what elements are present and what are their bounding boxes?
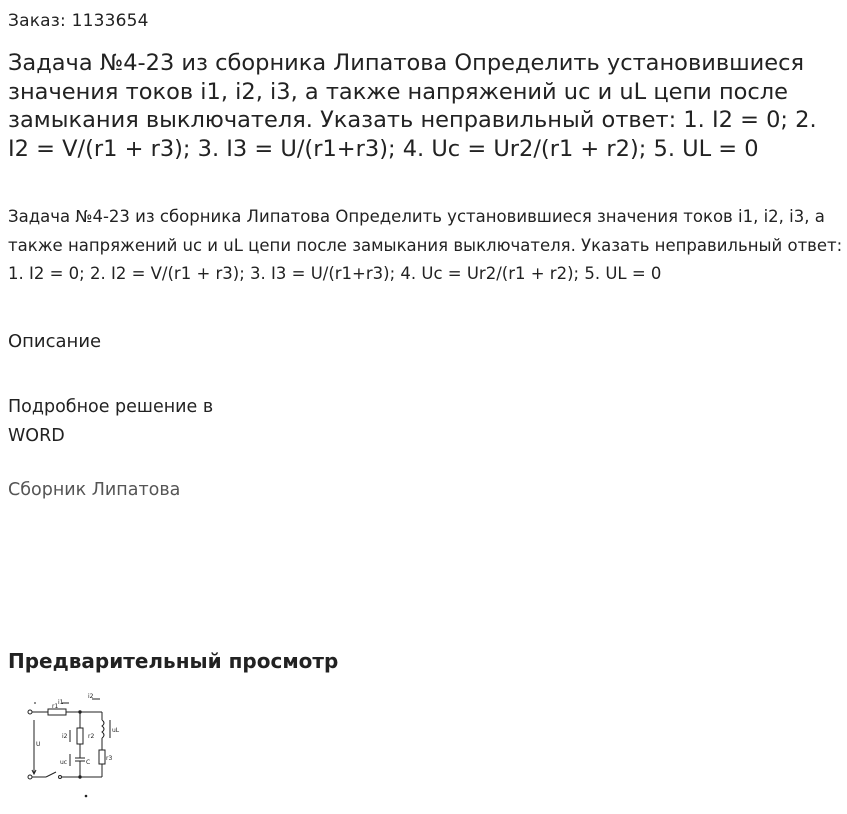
task-description: Задача №4-23 из сборника Липатова Определить установившиеся значения токов i1, i2, i3, а также напряжений uc и uL цепи после замыкания выключателя. Указать неправильный ответ: 1. I2 = 0; 2. I2 = V/(r1 + r3); 3. I3 = U/(r1+r3); 4. Uc = Ur2/(r1 + r2); 5. UL = 0 xyxy=(8,207,843,283)
terminal-top xyxy=(28,710,32,714)
switch xyxy=(46,772,56,777)
svg-text:r2: r2 xyxy=(88,733,95,740)
svg-text:r1: r1 xyxy=(52,703,59,710)
svg-text:i2: i2 xyxy=(62,733,68,740)
svg-text:uc: uc xyxy=(60,759,68,766)
resistor-r2 xyxy=(77,728,83,744)
svg-text:r3: r3 xyxy=(106,755,113,762)
circuit-schematic-thumbnail[interactable] xyxy=(22,690,134,798)
inductor-L xyxy=(102,720,104,738)
svg-text:uL: uL xyxy=(112,727,120,734)
description-heading: Описание xyxy=(8,331,102,352)
svg-text:i1: i1 xyxy=(58,699,64,706)
svg-text:U: U xyxy=(36,741,41,748)
solution-format: Подробное решение в WORD xyxy=(8,397,214,446)
resistor-r3 xyxy=(99,750,105,764)
collection-link[interactable]: Сборник Липатова xyxy=(8,480,181,500)
svg-text:C: C xyxy=(86,759,91,766)
terminal-bottom xyxy=(28,775,32,779)
preview-heading: Предварительный просмотр xyxy=(8,649,339,673)
svg-text:i2: i2 xyxy=(88,693,94,700)
order-number: Заказ: 1133654 xyxy=(8,11,149,31)
task-title: Задача №4-23 из сборника Липатова Определить установившиеся значения токов i1, i2, i3, а также напряжений uc и uL цепи после замыкания выключателя. Указать неправильный ответ: 1. I2 = 0; 2. I2 = V/(r1 + r3); 3. I3 = U/(r1+r3); 4. Uc = Ur2/(r1 + r2); 5. UL = 0 xyxy=(8,50,817,162)
circuit-diagram xyxy=(22,690,134,798)
